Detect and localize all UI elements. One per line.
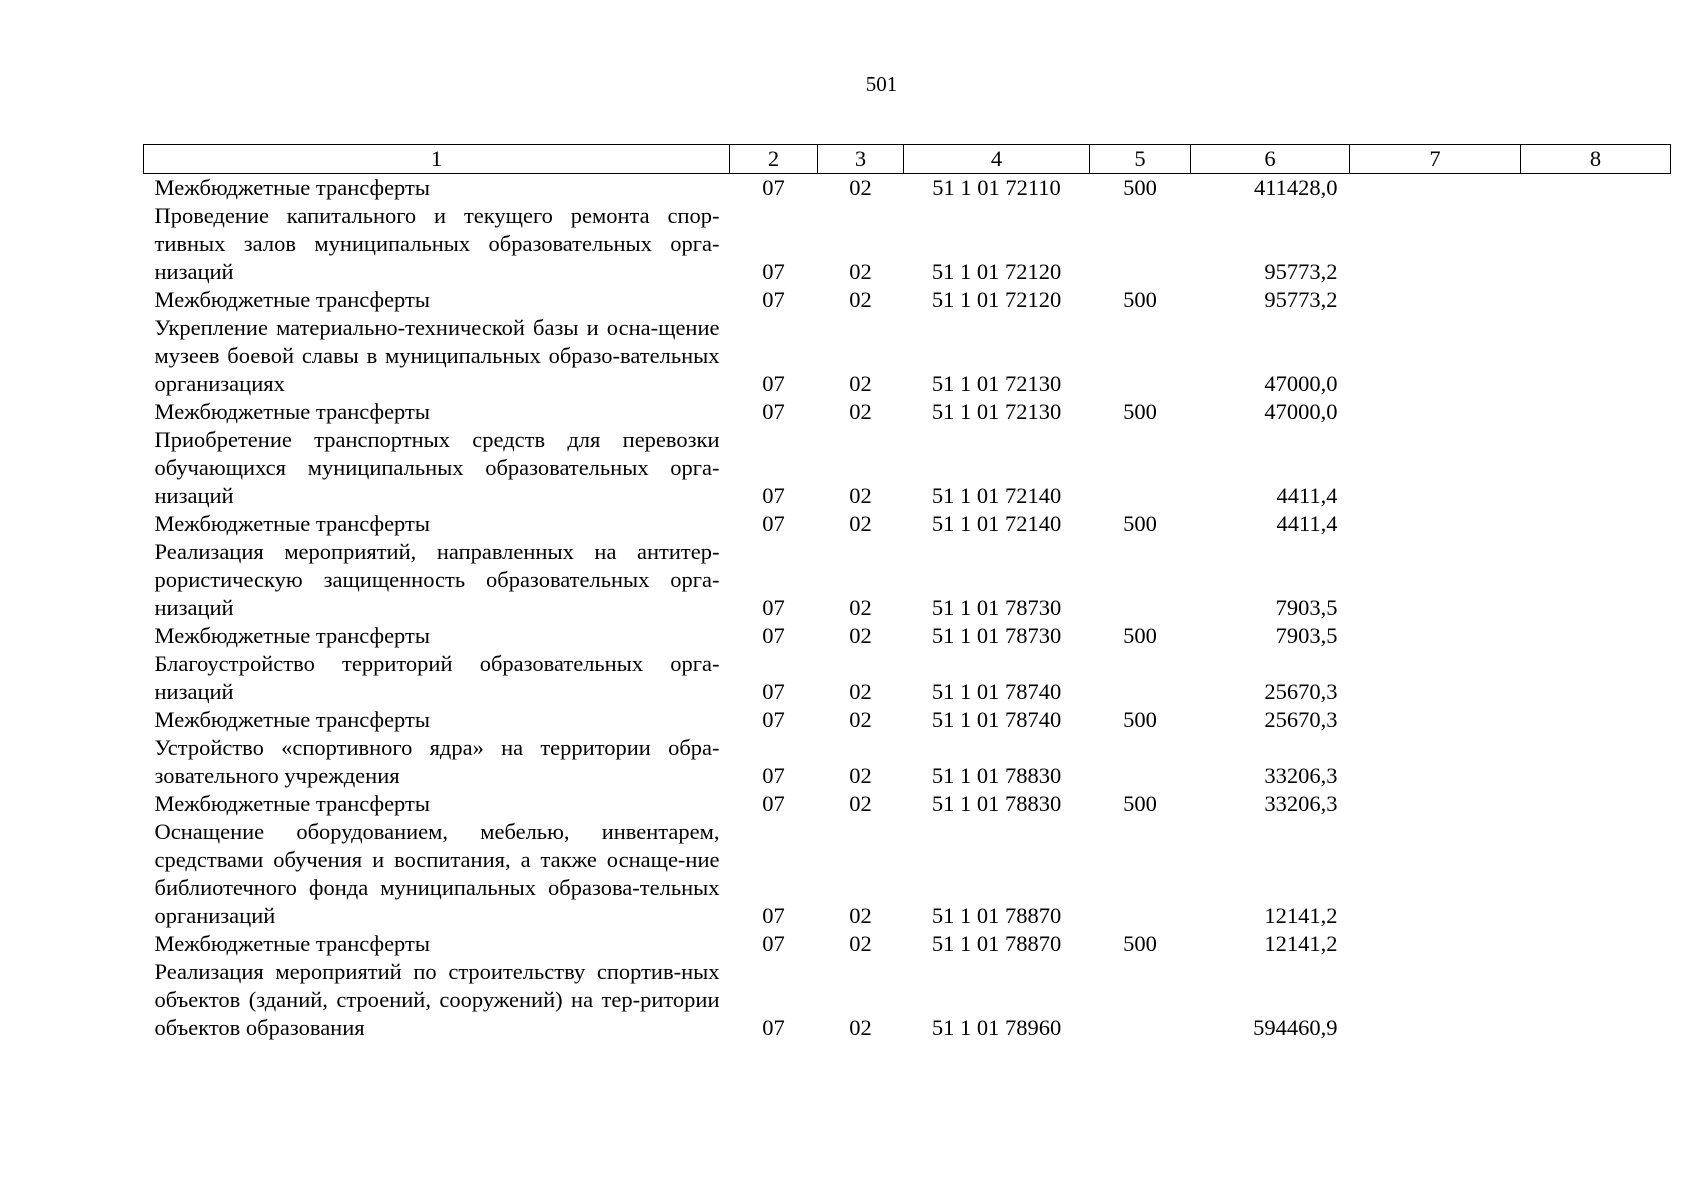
row-pr: 02 [849, 931, 872, 956]
row-col7 [1350, 398, 1521, 426]
table-row [144, 790, 1671, 818]
row-col8 [1521, 790, 1671, 818]
row-col7 [1350, 510, 1521, 538]
row-vr [1090, 538, 1191, 622]
row-name: Межбюджетные трансферты [154, 511, 430, 536]
row-pr: 02 [849, 763, 872, 788]
row-rz: 07 [762, 903, 785, 928]
page-number: 501 [865, 72, 898, 96]
row-col8 [1521, 622, 1671, 650]
row-rz: 07 [762, 791, 785, 816]
row-csr: 51 1 01 78960 [931, 1015, 1062, 1040]
table-row [144, 930, 1671, 958]
row-vr: 500 [1123, 511, 1157, 536]
row-col8 [1521, 398, 1671, 426]
row-csr: 51 1 01 72140 [931, 483, 1062, 508]
row-csr: 51 1 01 72140 [931, 511, 1062, 536]
row-pr: 02 [849, 679, 872, 704]
row-rz: 07 [762, 511, 785, 536]
row-amount: 7903,5 [1275, 595, 1338, 620]
row-pr: 02 [849, 707, 872, 732]
row-pr: 02 [849, 595, 872, 620]
header-col-7: 7 [1350, 145, 1521, 174]
row-csr: 51 1 01 78730 [931, 595, 1062, 620]
row-rz: 07 [762, 483, 785, 508]
row-name: Укрепление материально-технической базы и осна-щение музеев боевой славы в муниципальных образо-вательных организациях [154, 315, 720, 396]
row-csr: 51 1 01 78730 [931, 623, 1062, 648]
row-col8 [1521, 202, 1671, 286]
table-row [144, 538, 1671, 622]
header-col-3: 3 [818, 145, 904, 174]
row-col8 [1521, 818, 1671, 930]
row-col7 [1350, 958, 1521, 1042]
row-col7 [1350, 650, 1521, 706]
row-vr: 500 [1123, 399, 1157, 424]
row-csr: 51 1 01 72120 [931, 259, 1062, 284]
row-vr: 500 [1123, 791, 1157, 816]
row-vr [1090, 650, 1191, 706]
row-col7 [1350, 930, 1521, 958]
row-csr: 51 1 01 72110 [932, 175, 1061, 200]
row-amount: 12141,2 [1264, 903, 1338, 928]
table-row [144, 174, 1671, 203]
budget-table [143, 144, 1671, 1042]
row-rz: 07 [762, 371, 785, 396]
row-rz: 07 [762, 399, 785, 424]
header-col-6: 6 [1191, 145, 1350, 174]
row-col8 [1521, 734, 1671, 790]
row-col7 [1350, 202, 1521, 286]
row-name: Межбюджетные трансферты [154, 623, 430, 648]
row-amount: 47000,0 [1264, 371, 1338, 396]
row-csr: 51 1 01 72130 [931, 371, 1062, 396]
row-name: Межбюджетные трансферты [154, 707, 430, 732]
row-pr: 02 [849, 1015, 872, 1040]
row-name: Оснащение оборудованием, мебелью, инвентарем, средствами обучения и воспитания, а также оснаще-ние библиотечного фонда муниципальных образова-тельных организаций [154, 819, 720, 928]
row-csr: 51 1 01 78740 [931, 707, 1062, 732]
row-col8 [1521, 286, 1671, 314]
row-rz: 07 [762, 931, 785, 956]
row-rz: 07 [762, 287, 785, 312]
row-col7 [1350, 734, 1521, 790]
row-rz: 07 [762, 259, 785, 284]
row-col8 [1521, 426, 1671, 510]
row-col7 [1350, 286, 1521, 314]
table-header [144, 145, 1671, 174]
row-pr: 02 [849, 399, 872, 424]
header-col-4: 4 [904, 145, 1090, 174]
row-name: Проведение капитального и текущего ремонта спор-тивных залов муниципальных образовательных орга-низаций [154, 203, 720, 284]
row-rz: 07 [762, 595, 785, 620]
row-pr: 02 [849, 903, 872, 928]
row-rz: 07 [762, 763, 785, 788]
table-body [144, 174, 1671, 1043]
row-col7 [1350, 818, 1521, 930]
table-row [144, 706, 1671, 734]
row-amount: 7903,5 [1275, 623, 1338, 648]
row-col7 [1350, 174, 1521, 203]
row-vr [1090, 734, 1191, 790]
row-vr [1090, 426, 1191, 510]
row-vr: 500 [1123, 287, 1157, 312]
row-name: Межбюджетные трансферты [154, 175, 430, 200]
header-col-8: 8 [1521, 145, 1671, 174]
row-vr [1090, 958, 1191, 1042]
table-row [144, 734, 1671, 790]
table-row [144, 286, 1671, 314]
row-amount: 47000,0 [1264, 399, 1338, 424]
table-row [144, 314, 1671, 398]
row-vr [1090, 202, 1191, 286]
row-vr [1090, 314, 1191, 398]
row-name: Реализация мероприятий, направленных на антитер-рористическую защищенность образовательных орга-низаций [154, 539, 720, 620]
row-name: Приобретение транспортных средств для перевозки обучающихся муниципальных образовательных орга-низаций [154, 427, 720, 508]
row-name: Устройство «спортивного ядра» на территории обра-зовательного учреждения [154, 735, 720, 788]
row-csr: 51 1 01 78740 [931, 679, 1062, 704]
row-col7 [1350, 314, 1521, 398]
row-pr: 02 [849, 259, 872, 284]
row-col8 [1521, 538, 1671, 622]
row-name: Реализация мероприятий по строительству спортив-ных объектов (зданий, строений, сооружений) на тер-ритории объектов образования [154, 959, 720, 1040]
table-row [144, 510, 1671, 538]
row-col8 [1521, 706, 1671, 734]
row-col7 [1350, 538, 1521, 622]
row-amount: 95773,2 [1264, 287, 1338, 312]
row-amount: 33206,3 [1264, 791, 1338, 816]
table-row [144, 426, 1671, 510]
row-col7 [1350, 426, 1521, 510]
row-csr: 51 1 01 72120 [931, 287, 1062, 312]
row-amount: 594460,9 [1253, 1015, 1338, 1040]
row-csr: 51 1 01 78870 [931, 931, 1062, 956]
row-amount: 95773,2 [1264, 259, 1338, 284]
row-col7 [1350, 622, 1521, 650]
row-vr [1090, 818, 1191, 930]
row-csr: 51 1 01 78870 [931, 903, 1062, 928]
row-csr: 51 1 01 78830 [931, 791, 1062, 816]
row-pr: 02 [849, 483, 872, 508]
row-vr: 500 [1123, 623, 1157, 648]
row-rz: 07 [762, 1015, 785, 1040]
row-col8 [1521, 650, 1671, 706]
table-row [144, 650, 1671, 706]
row-col8 [1521, 314, 1671, 398]
table-row [144, 818, 1671, 930]
row-name: Благоустройство территорий образовательных орга-низаций [154, 651, 720, 704]
row-col7 [1350, 790, 1521, 818]
row-col8 [1521, 174, 1671, 203]
row-amount: 25670,3 [1264, 679, 1338, 704]
row-col7 [1350, 706, 1521, 734]
row-name: Межбюджетные трансферты [154, 791, 430, 816]
row-name: Межбюджетные трансферты [154, 287, 430, 312]
row-rz: 07 [762, 679, 785, 704]
header-row [144, 145, 1671, 174]
row-amount: 411428,0 [1253, 175, 1338, 200]
row-pr: 02 [849, 791, 872, 816]
row-amount: 4411,4 [1276, 511, 1338, 536]
row-vr: 500 [1123, 175, 1157, 200]
table-row [144, 202, 1671, 286]
row-col8 [1521, 930, 1671, 958]
row-pr: 02 [849, 175, 872, 200]
row-pr: 02 [849, 623, 872, 648]
row-pr: 02 [849, 511, 872, 536]
table-row [144, 622, 1671, 650]
row-rz: 07 [762, 623, 785, 648]
row-rz: 07 [762, 175, 785, 200]
row-amount: 25670,3 [1264, 707, 1338, 732]
header-col-2: 2 [730, 145, 818, 174]
row-name: Межбюджетные трансферты [154, 399, 430, 424]
row-pr: 02 [849, 287, 872, 312]
row-rz: 07 [762, 707, 785, 732]
row-name: Межбюджетные трансферты [154, 931, 430, 956]
row-pr: 02 [849, 371, 872, 396]
table-row [144, 958, 1671, 1042]
row-col8 [1521, 510, 1671, 538]
row-vr: 500 [1123, 707, 1157, 732]
row-amount: 4411,4 [1276, 483, 1338, 508]
row-amount: 33206,3 [1264, 763, 1338, 788]
row-col8 [1521, 958, 1671, 1042]
header-col-1: 1 [144, 145, 730, 174]
table-row [144, 398, 1671, 426]
row-csr: 51 1 01 72130 [931, 399, 1062, 424]
header-col-5: 5 [1090, 145, 1191, 174]
row-amount: 12141,2 [1264, 931, 1338, 956]
row-csr: 51 1 01 78830 [931, 763, 1062, 788]
row-vr: 500 [1123, 931, 1157, 956]
